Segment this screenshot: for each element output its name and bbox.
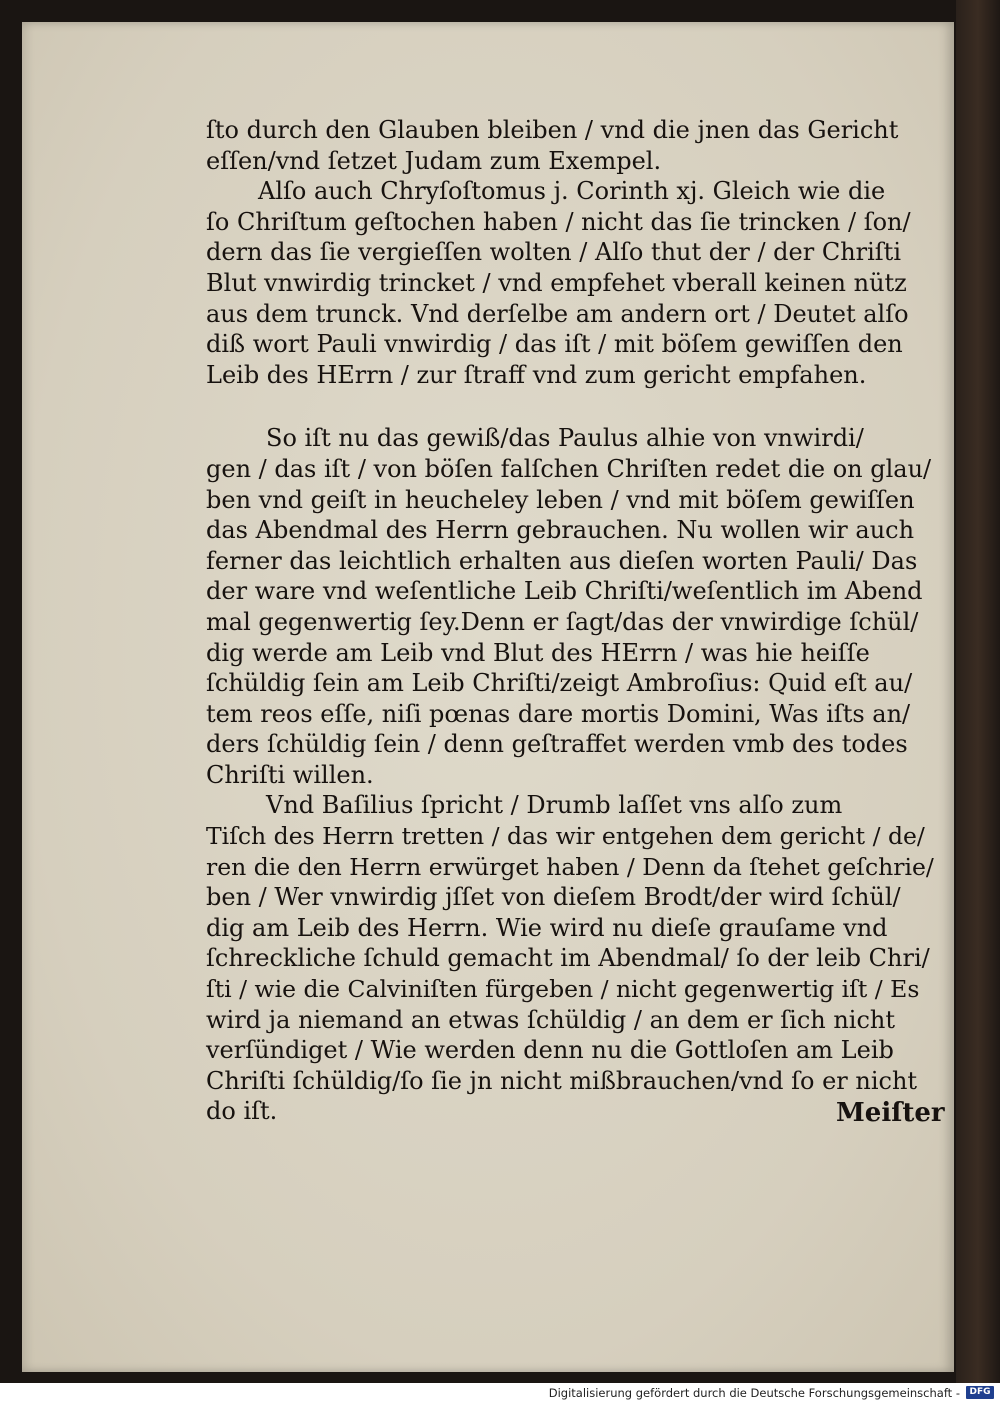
text-line: Chriſti willen.: [206, 760, 374, 789]
text-line: ſti / wie die Calviniſten fürgeben / nicht gegenwertig iſt / Es: [206, 975, 920, 1004]
text-line: So iſt nu das gewiß/das Paulus alhie von vnwirdi/: [266, 424, 864, 453]
text-line: dig am Leib des Herrn. Wie wird nu dieſe grauſame vnd: [206, 913, 888, 942]
text-line: Alſo auch Chryſoſtomus j. Corinth xj. Gleich wie die: [258, 177, 886, 206]
page-text: [206, 115, 934, 1127]
text-line: dig werde am Leib vnd Blut des HErrn / was hie heiſſe: [206, 638, 870, 667]
text-line: wird ja niemand an etwas ſchüldig / an dem er ſich nicht: [206, 1005, 896, 1034]
paragraph-gap: [206, 390, 934, 423]
text-line: gen / das iſt / von böſen falſchen Chriſten redet die on glau/: [206, 454, 932, 483]
text-line: ſo Chriſtum geſtochen haben / nicht das ſie trincken / ſon/: [206, 207, 911, 236]
text-line: do iſt.: [206, 1097, 278, 1126]
text-line: ſchreckliche ſchuld gemacht im Abendmal/ ſo der leib Chri/: [206, 944, 930, 973]
text-line: ben / Wer vnwirdig jſſet von dieſem Brodt/der wird ſchül/: [206, 883, 901, 912]
text-line: das Abendmal des Herrn gebrauchen. Nu wollen wir auch: [206, 516, 915, 545]
text-line: ſchüldig ſein am Leib Chriſti/zeigt Ambroſius: Quid eſt au/: [206, 669, 913, 698]
text-line: mal gegenwertig ſey.Denn er ſagt/das der vnwirdige ſchül/: [206, 607, 919, 636]
dfg-logo[interactable]: DFG: [966, 1386, 994, 1399]
text-line: ferner das leichtlich erhalten aus dieſen worten Pauli/ Das: [206, 546, 918, 575]
text-line: Blut vnwirdig trincket / vnd empfehet vberall keinen nütz: [206, 268, 907, 297]
text-line: eſſen/vnd ſetzet Judam zum Exempel.: [206, 146, 662, 175]
text-line: Tiſch des Herrn tretten / das wir entgehen dem gericht / de/: [206, 822, 925, 851]
text-line: der ware vnd weſentliche Leib Chriſti/weſentlich im Abend: [206, 577, 923, 606]
book-edge: [956, 0, 1000, 1383]
text-line: ben vnd geiſt in heucheley leben / vnd mit böſem gewiſſen: [206, 485, 915, 514]
text-line: ſto durch den Glauben bleiben / vnd die jnen das Gericht: [206, 116, 899, 144]
text-line: diß wort Pauli vnwirdig / das iſt / mit böſem gewiſſen den: [206, 330, 903, 359]
text-line: Vnd Baſilius ſpricht / Drumb laſſet vns alſo zum: [266, 791, 843, 820]
text-line: ders ſchüldig ſein / denn geſtraffet werden vmb des todes: [206, 730, 908, 759]
footer-bar: [0, 1383, 1000, 1403]
text-line: tem reos eſſe, niſi pœnas dare mortis Domini, Was iſts an/: [206, 699, 911, 728]
text-line: dern das ſie vergieſſen wolten / Alſo thut der / der Chriſti: [206, 238, 902, 267]
text-line: verſündiget / Wie werden denn nu die Gottloſen am Leib: [206, 1036, 894, 1065]
catchword: Meiſter: [836, 1098, 945, 1128]
text-line: Leib des HErrn / zur ſtraff vnd zum gericht empfahen.: [206, 360, 867, 389]
text-line: aus dem trunck. Vnd derſelbe am andern ort / Deutet alſo: [206, 299, 909, 328]
text-line: ren die den Herrn erwürget haben / Denn da ſtehet geſchrie/: [206, 852, 934, 881]
funding-notice: Digitalisierung gefördert durch die Deutsche Forschungsgemeinschaft -: [548, 1386, 960, 1400]
text-line: Chriſti ſchüldig/ſo ſie jn nicht mißbrauchen/vnd ſo er nicht: [206, 1066, 918, 1095]
